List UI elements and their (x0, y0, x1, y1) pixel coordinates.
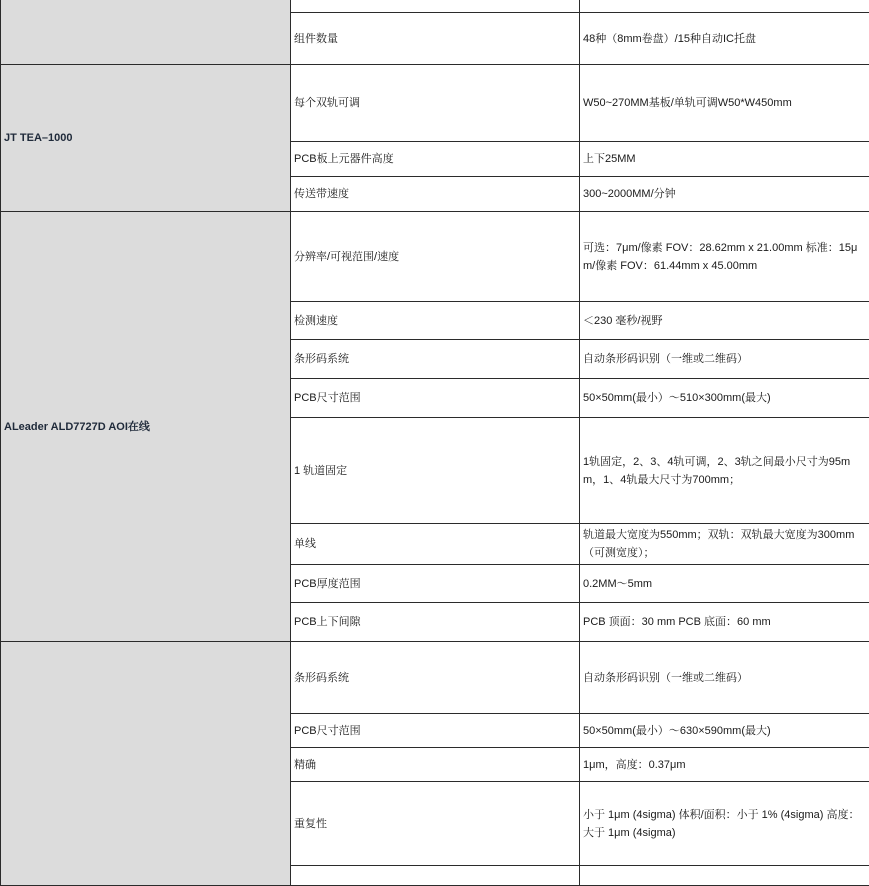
value-cell: 1μm，高度：0.37μm (580, 748, 869, 782)
param-cell (291, 866, 580, 886)
param-cell (291, 0, 580, 13)
param-cell: PCB尺寸范围 (291, 379, 580, 418)
table-row (1, 0, 869, 13)
param-cell: PCB厚度范围 (291, 565, 580, 603)
value-cell: 上下25MM (580, 142, 869, 177)
param-cell: 每个双轨可调 (291, 65, 580, 142)
param-cell: 组件数量 (291, 13, 580, 65)
param-cell: PCB上下间隙 (291, 603, 580, 642)
param-cell: 精确 (291, 748, 580, 782)
value-cell: ＜230 毫秒/视野 (580, 302, 869, 340)
param-cell: 重复性 (291, 782, 580, 866)
table-row (1, 65, 869, 142)
value-cell: 可选：7μm/像素 FOV：28.62mm x 21.00mm 标准：15μm/像素 FOV：61.44mm x 45.00mm (580, 212, 869, 302)
param-cell: PCB板上元器件高度 (291, 142, 580, 177)
param-cell: 传送带速度 (291, 177, 580, 212)
value-cell: 自动条形码识别（一维或二维码） (580, 340, 869, 379)
param-cell: 1 轨道固定 (291, 418, 580, 524)
model-cell: ALeader ALD7727D AOI在线 (1, 212, 291, 642)
value-cell: 50×50mm(最小）～630×590mm(最大) (580, 714, 869, 748)
value-cell: W50~270MM基板/单轨可调W50*W450mm (580, 65, 869, 142)
param-cell: 单线 (291, 524, 580, 565)
value-cell (580, 866, 869, 886)
model-cell (1, 0, 291, 65)
value-cell: 0.2MM～5mm (580, 565, 869, 603)
param-cell: PCB尺寸范围 (291, 714, 580, 748)
value-cell: 50×50mm(最小）～510×300mm(最大) (580, 379, 869, 418)
value-cell: PCB 顶面：30 mm PCB 底面：60 mm (580, 603, 869, 642)
value-cell (580, 0, 869, 13)
param-cell: 条形码系统 (291, 642, 580, 714)
param-cell: 检测速度 (291, 302, 580, 340)
value-cell: 1轨固定，2、3、4轨可调，2、3轨之间最小尺寸为95mm，1、4轨最大尺寸为700mm； (580, 418, 869, 524)
model-cell (1, 642, 291, 886)
table-row (1, 642, 869, 714)
value-cell: 轨道最大宽度为550mm；双轨：双轨最大宽度为300mm（可测宽度）； (580, 524, 869, 565)
table-row (1, 212, 869, 302)
value-cell: 自动条形码识别（一维或二维码） (580, 642, 869, 714)
value-cell: 300~2000MM/分钟 (580, 177, 869, 212)
param-cell: 分辨率/可视范围/速度 (291, 212, 580, 302)
value-cell: 小于 1μm (4sigma) 体积/面积：小于 1% (4sigma) 高度：大于 1μm (4sigma) (580, 782, 869, 866)
model-cell: JT TEA–1000 (1, 65, 291, 212)
value-cell: 48种（8mm卷盘）/15种自动IC托盘 (580, 13, 869, 65)
param-cell: 条形码系统 (291, 340, 580, 379)
